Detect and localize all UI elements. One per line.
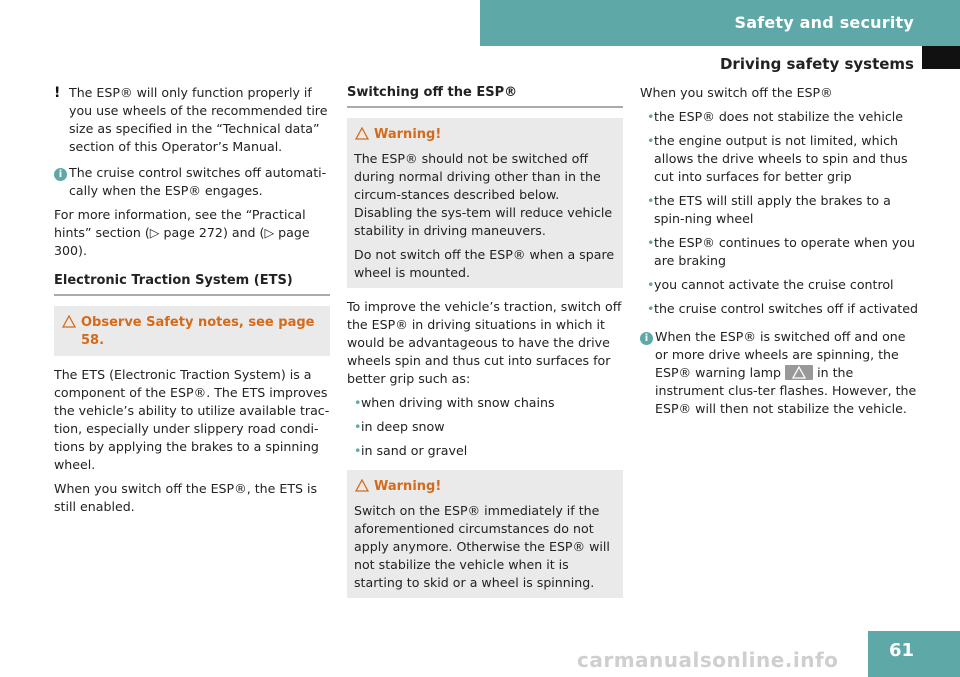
info-icon: i bbox=[640, 328, 653, 346]
safety-notes-title: Observe Safety notes, see page 58. bbox=[61, 314, 323, 350]
list-item: • the ETS will still apply the brakes to a spin-ning wheel bbox=[647, 192, 920, 228]
list-item: • in deep snow bbox=[354, 418, 623, 436]
info-text-b: in the instrument clus-ter flashes. However, the ESP® will then not stabilize the vehicle. bbox=[655, 365, 917, 416]
list-item: • when driving with snow chains bbox=[354, 394, 623, 412]
warning-1-text-2: Do not switch off the ESP® when a spare wheel is mounted. bbox=[354, 247, 615, 280]
more-info-text: For more information, see the “Practical hints” section (▷ page 272) and (▷ page 300). bbox=[54, 207, 310, 258]
page-number-tab bbox=[868, 631, 960, 677]
warning-box-1 bbox=[347, 118, 623, 288]
caution-icon: ! bbox=[54, 85, 61, 101]
info-icon: i bbox=[54, 164, 67, 182]
warning-triangle-icon bbox=[62, 315, 76, 328]
ets-heading: Electronic Traction System (ETS) bbox=[54, 272, 330, 296]
info-text-a: When the ESP® is switched off and one or more drive wheels are spinning, the ESP® warning lamp bbox=[655, 329, 906, 380]
esp-warning-info bbox=[640, 328, 920, 418]
column-1 bbox=[54, 84, 330, 522]
caution-note bbox=[54, 84, 330, 156]
info-note bbox=[54, 164, 330, 200]
info-text: The cruise control switches off automati-cally when the ESP® engages. bbox=[69, 165, 327, 198]
effects-list bbox=[640, 108, 920, 318]
subsection-title: Driving safety systems bbox=[719, 55, 914, 73]
ets-paragraph-2: When you switch off the ESP®, the ETS is still enabled. bbox=[54, 481, 318, 514]
warning-triangle-icon bbox=[355, 127, 369, 140]
switch-off-intro: When you switch off the ESP® bbox=[640, 85, 833, 100]
caution-text: The ESP® will only function properly if you use wheels of the recommended tire size as specified in the “Technical data” section of this Operator’s Manual. bbox=[69, 85, 328, 154]
warning-2-text: Switch on the ESP® immediately if the aforementioned circumstances do not apply anymore. Otherwise the ESP® will not stabilize the vehicle when it is starting to skid or a wheel is spinning. bbox=[354, 503, 610, 590]
column-2 bbox=[347, 84, 623, 608]
warning-box-2 bbox=[347, 470, 623, 598]
list-item: • the cruise control switches off if activated bbox=[647, 300, 920, 318]
list-item: • the engine output is not limited, which allows the drive wheels to spin and thus cut into surfaces for better grip bbox=[647, 132, 920, 186]
watermark: carmanualsonline.info bbox=[577, 648, 839, 672]
warning-triangle-icon bbox=[355, 479, 369, 492]
conditions-list bbox=[347, 394, 623, 460]
switching-off-heading: Switching off the ESP® bbox=[347, 84, 623, 108]
esp-warning-lamp-icon bbox=[785, 365, 813, 380]
ets-paragraph-1: The ETS (Electronic Traction System) is a component of the ESP®. The ETS improves the vehicle’s ability to utilize available trac-tion, especially under slippery road condi-tions by applying the brakes to a spinning wheel. bbox=[54, 367, 330, 472]
section-title: Safety and security bbox=[734, 13, 914, 32]
warning-2-title: Warning! bbox=[354, 478, 616, 496]
warning-1-title: Warning! bbox=[354, 126, 616, 144]
header-section-tab bbox=[480, 0, 960, 46]
list-item: • in sand or gravel bbox=[354, 442, 623, 460]
list-item: • the ESP® continues to operate when you are braking bbox=[647, 234, 920, 270]
column-3 bbox=[640, 84, 920, 424]
traction-paragraph: To improve the vehicle’s traction, switch off the ESP® in driving situations in which it would be advantageous to have the drive wheels spin and thus cut into surfaces for better grip such as: bbox=[347, 299, 622, 386]
header-marker bbox=[922, 46, 960, 69]
list-item: • the ESP® does not stabilize the vehicle bbox=[647, 108, 920, 126]
safety-notes-box bbox=[54, 306, 330, 356]
page-number: 61 bbox=[888, 640, 914, 661]
warning-1-text-1: The ESP® should not be switched off during normal driving other than in the circum-stances described below. Disabling the sys-tem will reduce vehicle stability in driving maneuvers. bbox=[354, 151, 613, 238]
list-item: • you cannot activate the cruise control bbox=[647, 276, 920, 294]
